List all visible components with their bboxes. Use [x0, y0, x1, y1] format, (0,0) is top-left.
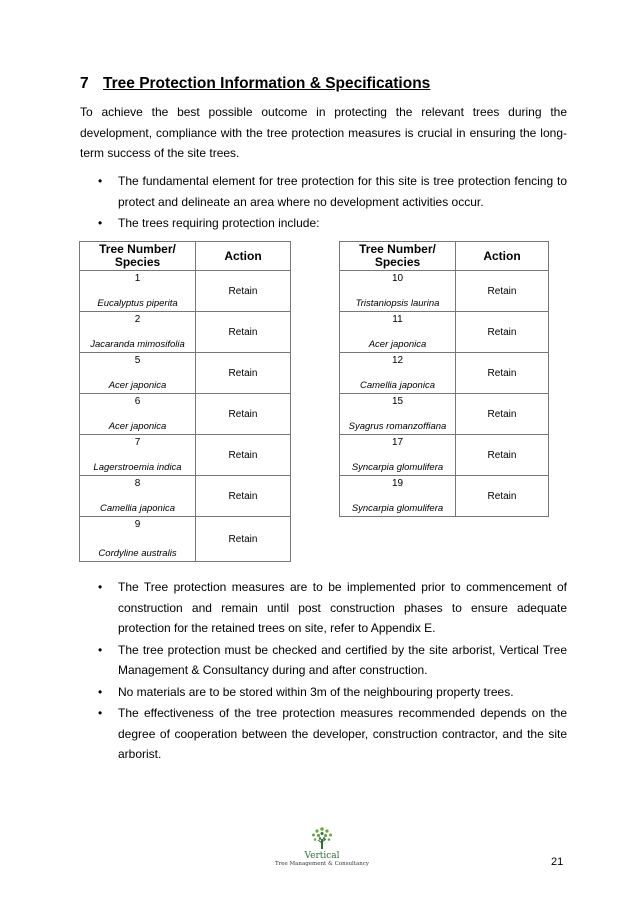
bullet-icon: •: [98, 684, 103, 699]
header-action: Action: [456, 242, 549, 271]
species-cell: [340, 394, 456, 435]
tree-table-left: [79, 241, 291, 562]
action-cell: Retain: [196, 435, 291, 476]
tree-number: 19: [391, 478, 404, 489]
tree-number: 10: [391, 273, 404, 284]
tree-number: 6: [134, 396, 141, 407]
bullet-item: [80, 682, 567, 703]
bullet-icon: •: [98, 642, 103, 657]
bullet-icon: •: [98, 706, 103, 720]
tree-number: 2: [134, 314, 141, 325]
section-heading: [80, 75, 430, 93]
bullet-item: [80, 640, 567, 681]
action-cell: Retain: [196, 517, 291, 562]
species-name: Eucalyptus piperita: [97, 298, 178, 309]
header-species: Tree Number/ Species: [340, 242, 456, 271]
bullet-item: [80, 213, 567, 234]
tree-number: 9: [134, 519, 141, 530]
species-cell: [340, 476, 456, 517]
table-row: [80, 476, 291, 517]
table-row: [340, 271, 549, 312]
table-row: [340, 394, 549, 435]
species-cell: [80, 435, 196, 476]
table-row: [80, 394, 291, 435]
section-title: Tree Protection Information & Specifications: [103, 75, 431, 92]
bullet-icon: •: [98, 216, 103, 230]
species-name: Acer japonica: [108, 421, 167, 432]
action-cell: Retain: [456, 353, 549, 394]
action-cell: Retain: [456, 271, 549, 312]
bullet-text: The tree protection must be checked and certified by the site arborist, Vertical Tree Management & Consultancy during and after construction.: [118, 642, 567, 677]
tree-number: 17: [391, 437, 404, 448]
species-name: Acer japonica: [368, 339, 427, 350]
species-name: Syagrus romanzoffiana: [348, 421, 447, 432]
bullet-icon: •: [98, 580, 103, 594]
bullet-item: [80, 171, 567, 212]
table-row: [340, 476, 549, 517]
intro-paragraph: To achieve the best possible outcome in protecting the relevant trees during the development, compliance with the tree protection measures is crucial in ensuring the long-term success of the site trees.: [80, 105, 567, 160]
species-name: Jacaranda mimosifolia: [90, 339, 185, 350]
action-cell: Retain: [196, 353, 291, 394]
bullet-text: The fundamental element for tree protection for this site is tree protection fencing to protect and delineate an area where no development activities occur.: [118, 174, 567, 209]
action-cell: Retain: [196, 394, 291, 435]
species-cell: [80, 271, 196, 312]
tree-table-right: [339, 241, 549, 517]
action-cell: Retain: [196, 476, 291, 517]
bullet-item: [80, 703, 567, 765]
table-row: [80, 271, 291, 312]
action-cell: Retain: [196, 271, 291, 312]
species-name: Syncarpia glomulifera: [351, 503, 444, 514]
action-cell: Retain: [196, 312, 291, 353]
species-cell: [340, 353, 456, 394]
bullet-text: The Tree protection measures are to be implemented prior to commencement of construction and remain until post construction phases to ensure adequate protection for the retained trees on site, refer to Appendix E.: [118, 580, 567, 635]
brand-subtitle: Tree Management & Consultancy: [274, 861, 370, 867]
species-cell: [80, 394, 196, 435]
tree-number: 7: [134, 437, 141, 448]
species-cell: [340, 312, 456, 353]
bullet-item: [80, 577, 567, 639]
species-cell: [80, 353, 196, 394]
species-cell: [340, 435, 456, 476]
action-cell: Retain: [456, 435, 549, 476]
species-cell: [80, 312, 196, 353]
page-number: 21: [551, 856, 564, 868]
table-row: [80, 353, 291, 394]
bullet-text: The trees requiring protection include:: [118, 216, 320, 230]
action-cell: Retain: [456, 394, 549, 435]
species-cell: [340, 271, 456, 312]
action-cell: Retain: [456, 476, 549, 517]
species-cell: [80, 517, 196, 562]
table-row: [80, 517, 291, 562]
tree-logo-icon: [309, 826, 335, 850]
table-row: [340, 435, 549, 476]
species-name: Acer japonica: [108, 380, 167, 391]
table-row: [340, 312, 549, 353]
action-cell: Retain: [456, 312, 549, 353]
bullet-text: The effectiveness of the tree protection measures recommended depends on the degree of cooperation between the developer, construction contractor, and the site arborist.: [118, 706, 567, 761]
species-name: Cordyline australis: [98, 548, 177, 559]
table-row: [340, 353, 549, 394]
table-row: [80, 435, 291, 476]
bullet-icon: •: [98, 174, 103, 188]
section-number: 7: [80, 75, 89, 92]
species-cell: [80, 476, 196, 517]
brand-name: Vertical: [304, 851, 340, 861]
tree-number: 15: [391, 396, 404, 407]
bullet-list-top: [80, 171, 567, 235]
tree-number: 1: [134, 273, 141, 284]
bullet-text: No materials are to be stored within 3m of the neighbouring property trees.: [118, 684, 514, 699]
company-logo: [272, 826, 372, 868]
tree-number: 8: [134, 478, 141, 489]
table-row: [80, 312, 291, 353]
header-action: Action: [196, 242, 291, 271]
tree-number: 5: [134, 355, 141, 366]
tree-number: 12: [391, 355, 404, 366]
species-name: Lagerstroemia indica: [93, 462, 182, 473]
species-name: Tristaniopsis laurina: [355, 298, 440, 309]
bullet-list-bottom: [80, 577, 567, 766]
species-name: Camellia japonica: [360, 380, 435, 391]
species-name: Syncarpia glomulifera: [351, 462, 444, 473]
species-name: Camellia japonica: [100, 503, 175, 514]
tree-number: 11: [392, 314, 403, 325]
header-species: Tree Number/ Species: [80, 242, 196, 271]
